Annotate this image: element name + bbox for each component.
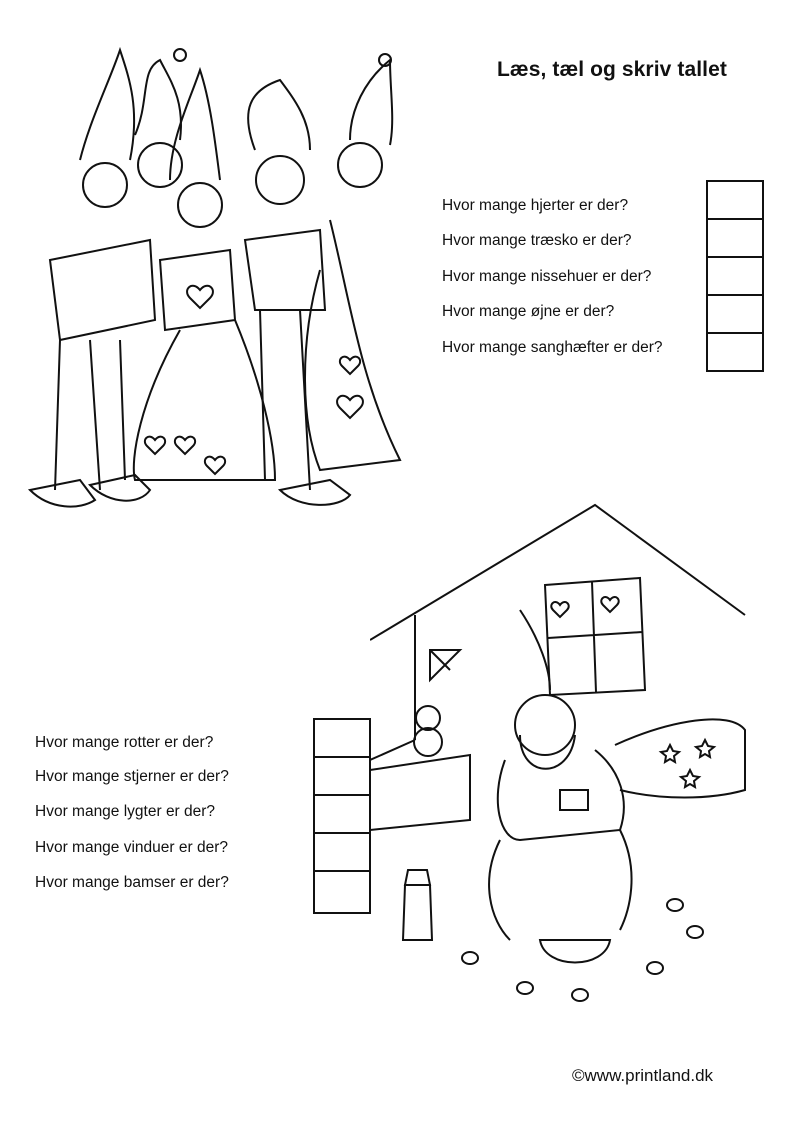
- answer-box-lanterns[interactable]: [313, 794, 371, 834]
- elf-hat: [350, 60, 392, 145]
- lantern: [403, 870, 432, 940]
- question-rats: Hvor mange rotter er der?: [35, 734, 214, 751]
- answer-box-hearts[interactable]: [706, 180, 764, 220]
- attic-santa-illustration: [370, 500, 765, 1045]
- answer-box-rats[interactable]: [313, 718, 371, 758]
- question-stars: Hvor mange stjerner er der?: [35, 768, 229, 785]
- copyright-notice: ©www.printland.dk: [572, 1066, 714, 1085]
- elf-hat: [170, 70, 220, 180]
- answer-box-eyes[interactable]: [706, 294, 764, 334]
- question-lanterns: Hvor mange lygter er der?: [35, 803, 216, 820]
- answer-box-windows[interactable]: [313, 832, 371, 872]
- question-teddy-bears: Hvor mange bamser er der?: [35, 874, 229, 891]
- attic-roof: [370, 505, 745, 640]
- page-title: Læs, tæl og skriv tallet: [497, 58, 727, 81]
- question-hearts: Hvor mange hjerter er der?: [442, 197, 629, 214]
- elf-hat: [135, 60, 181, 140]
- question-eyes: Hvor mange øjne er der?: [442, 303, 615, 320]
- bowl: [540, 940, 610, 963]
- window: [545, 578, 645, 695]
- answer-box-songbooks[interactable]: [706, 332, 764, 372]
- singing-elves-illustration: [20, 40, 430, 520]
- answer-box-clogs[interactable]: [706, 218, 764, 258]
- question-elf-hats: Hvor mange nissehuer er der?: [442, 268, 652, 285]
- answer-box-stars[interactable]: [313, 756, 371, 796]
- cobweb: [430, 650, 460, 680]
- answer-box-elf-hats[interactable]: [706, 256, 764, 296]
- question-songbooks: Hvor mange sanghæfter er der?: [442, 339, 663, 356]
- question-windows: Hvor mange vinduer er der?: [35, 839, 228, 856]
- answer-box-teddy-bears[interactable]: [313, 870, 371, 914]
- question-clogs: Hvor mange træsko er der?: [442, 232, 632, 249]
- elf-hat: [80, 50, 134, 160]
- elf-hat: [248, 80, 310, 150]
